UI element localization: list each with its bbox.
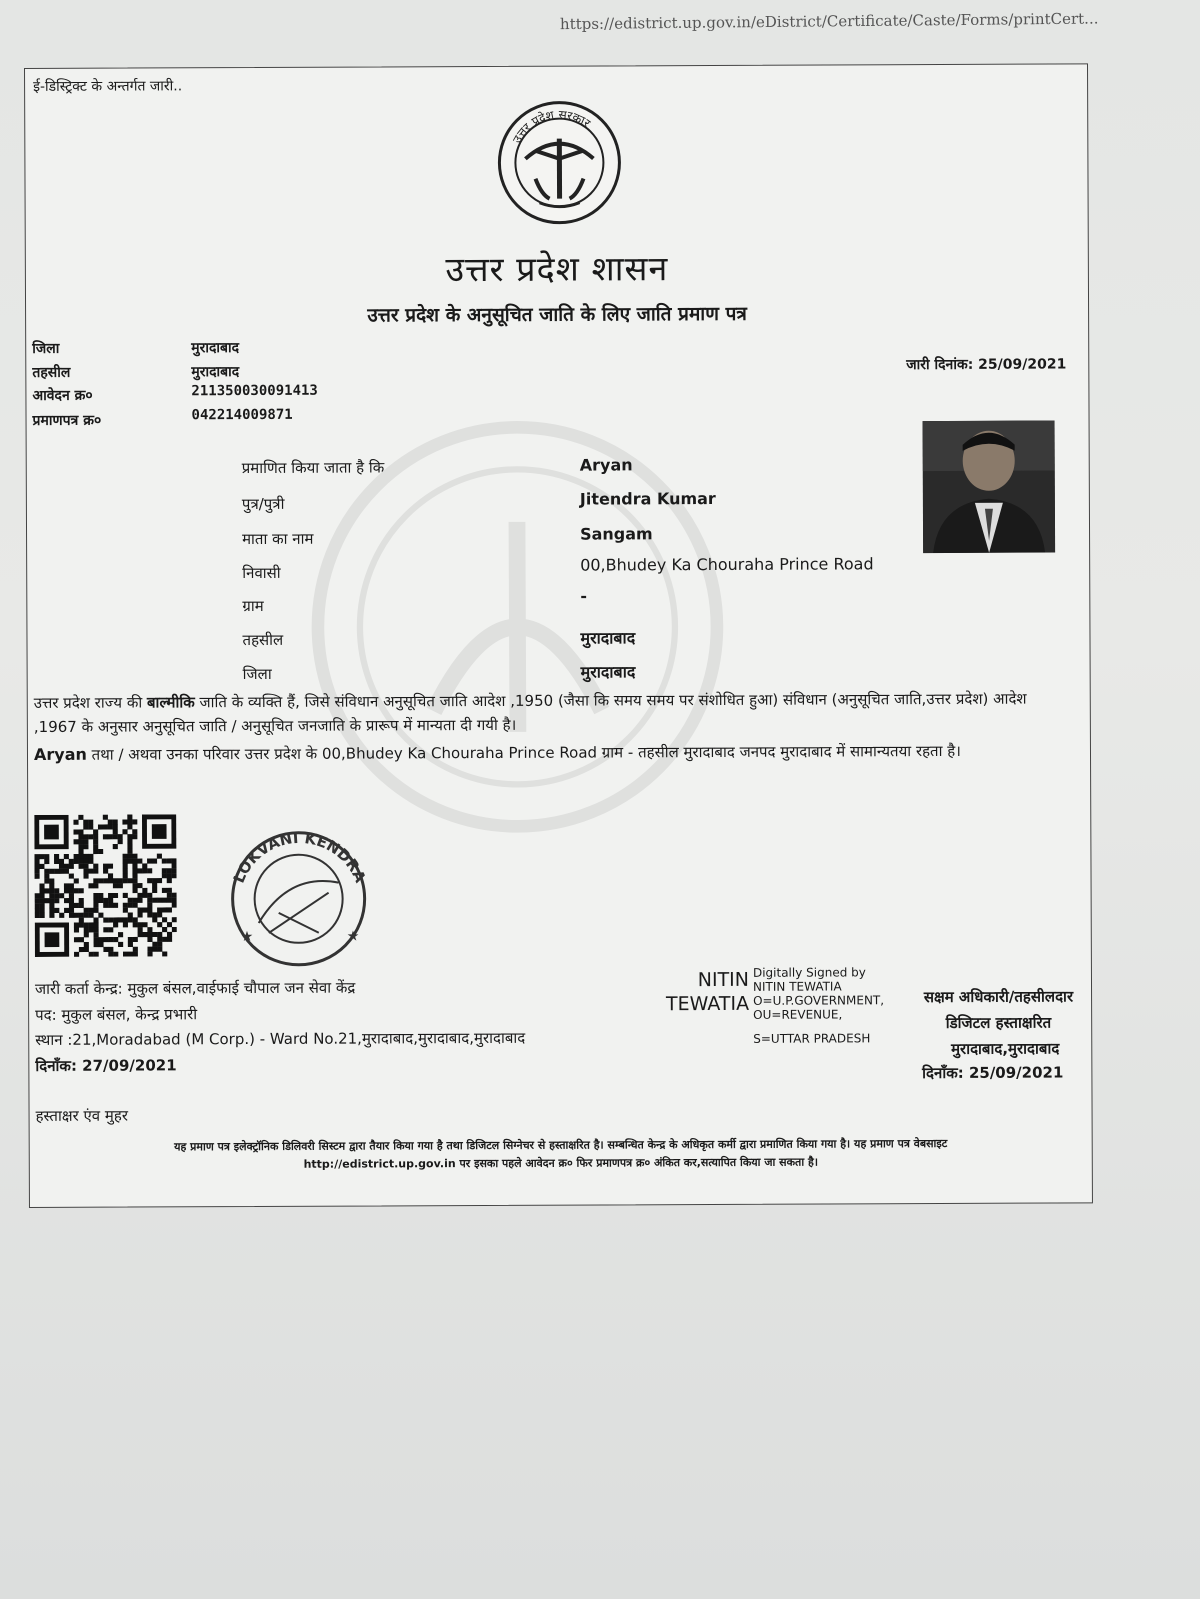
signature-line-3: O=U.P.GOVERNMENT, (753, 993, 885, 1008)
field-tehsil-label: तहसील (242, 630, 284, 650)
stamp-star-left: ★ (240, 929, 254, 946)
signature-line-1: Digitally Signed by (752, 965, 866, 980)
signer-first-name: NITIN (697, 968, 750, 992)
district-value: मुरादाबाद (191, 340, 240, 357)
issuing-center: जारी कर्ता केन्द्र: मुकुल बंसल,वाईफाई चौपाल जन सेवा केंद्र (34, 978, 356, 998)
son-daughter-label: पुत्र/पुत्री (241, 494, 285, 514)
footer-note-line-2: http://edistrict.up.gov.in पर इसका पहले आवेदन क्र० फिर प्रमाणपत्र क्र० अंकित कर,सत्यापित किया जा सकता है। (303, 1155, 819, 1171)
village-value: - (580, 586, 587, 606)
application-no-value: 211350030091413 (191, 382, 318, 400)
footer-note-line-1: यह प्रमाण पत्र इलेक्ट्रॉनिक डिलिवरी सिस्टम द्वारा तैयार किया गया है तथा डिजिटल सिग्नेचर से हस्ताक्षरित है। सम्बन्धित केन्द्र के अधिकृत कर्मी द्वारा प्रमाणित किया गया है। यह प्रमाण पत्र वेबसाइट (174, 1136, 948, 1154)
mother-name-value: Sangam (579, 524, 653, 544)
issuer-place: स्थान :21,Moradabad (M Corp.) - Ward No.21,मुरादाबाद,मुरादाबाद,मुरादाबाद (35, 1028, 526, 1049)
signer-name-block (649, 968, 749, 1016)
issuer-date: दिनाँक: 27/09/2021 (35, 1056, 177, 1075)
certificate-subtitle: उत्तर प्रदेश के अनुसूचित जाति के लिए जाति प्रमाण पत्र (367, 302, 747, 327)
certificate-page (24, 63, 1093, 1208)
residence-person-name: Aryan (33, 744, 87, 764)
signer-last-name: TEWATIA (665, 992, 750, 1016)
tehsil-value: मुरादाबाद (191, 364, 240, 381)
mother-name-label: माता का नाम (242, 529, 314, 549)
officer-title: सक्षम अधिकारी/तहसीलदार (923, 987, 1074, 1007)
emblem-text: उत्तर प्रदेश सरकार (509, 107, 593, 146)
father-name-value: Jitendra Kumar (579, 488, 716, 509)
caste-paragraph-start: उत्तर प्रदेश राज्य की (33, 693, 148, 712)
certificate-no-label: प्रमाणपत्र क्र० (32, 412, 102, 429)
resident-label: निवासी (242, 563, 281, 583)
watermark-emblem-icon (307, 416, 729, 838)
signature-seal-label: हस्ताक्षर एंव मुहर (35, 1106, 128, 1125)
issue-date: जारी दिनांक: 25/09/2021 (906, 356, 1067, 374)
header-note: ई-डिस्ट्रिक्ट के अन्तर्गत जारी.. (33, 78, 183, 95)
issuer-post: पद: मुकुल बंसल, केन्द्र प्रभारी (35, 1005, 198, 1024)
person-photo-icon (923, 421, 1056, 554)
lokvani-kendra-stamp (218, 822, 379, 973)
digital-signature-details (753, 965, 884, 1046)
certificate-no-value: 042214009871 (191, 406, 293, 424)
up-government-emblem-icon (495, 98, 624, 227)
residence-paragraph (34, 738, 1074, 767)
field-district-value: मुरादाबाद (580, 662, 636, 682)
certificate-title: उत्तर प्रदेश शासन (445, 249, 669, 291)
caste-paragraph-end: जाति के व्यक्ति हैं, जिसे संविधान अनुसूचित जाति आदेश ,1950 (जैसा कि समय समय पर संशोधित हुआ) संविधान (अनुसूचित जाति,उत्तर प्रदेश) आदेश ,1967 के अनुसार अनुसूचित जाति / अनुसूचित जनजाति के प्रारूप में मान्यता दी गयी है। (33, 689, 1027, 736)
certified-name-value: Aryan (579, 455, 633, 475)
officer-place: मुरादाबाद,मुरादाबाद (951, 1039, 1060, 1058)
resident-value: 00,Bhudey Ka Chouraha Prince Road (580, 554, 874, 575)
signature-line-5: S=UTTAR PRADESH (753, 1031, 871, 1046)
qr-code[interactable] (34, 814, 177, 957)
village-label: ग्राम (242, 596, 264, 616)
stamp-text: LOKVANI KENDRA (229, 828, 370, 886)
officer-digitally-signed: डिजिटल हस्ताक्षरित (945, 1013, 1052, 1032)
district-label: जिला (32, 340, 60, 357)
tehsil-label: तहसील (32, 364, 71, 381)
residence-paragraph-text: तथा / अथवा उनका परिवार उत्तर प्रदेश के 00,Bhudey Ka Chouraha Prince Road ग्राम - तहसील मुरादाबाद जनपद मुरादाबाद में सामान्यतया रहता है। (86, 741, 961, 764)
caste-name: बाल्मीकि (146, 693, 195, 712)
url-strip: https://edistrict.up.gov.in/eDistrict/Certificate/Caste/Forms/printCert... (559, 9, 1099, 34)
svg-text:LOKVANI KENDRA (230, 829, 370, 886)
application-no-label: आवेदन क्र० (32, 387, 93, 404)
field-district-label: जिला (242, 664, 272, 684)
signature-line-2: NITIN TEWATIA (752, 979, 842, 994)
applicant-photo (923, 421, 1056, 554)
signature-line-4: OU=REVENUE, (753, 1007, 843, 1022)
officer-date: दिनाँक: 25/09/2021 (922, 1063, 1064, 1083)
certified-label: प्रमाणित किया जाता है कि (241, 458, 385, 478)
field-tehsil-value: मुरादाबाद (580, 628, 636, 648)
caste-paragraph (34, 686, 1074, 739)
stamp-star-right: ★ (346, 928, 360, 945)
